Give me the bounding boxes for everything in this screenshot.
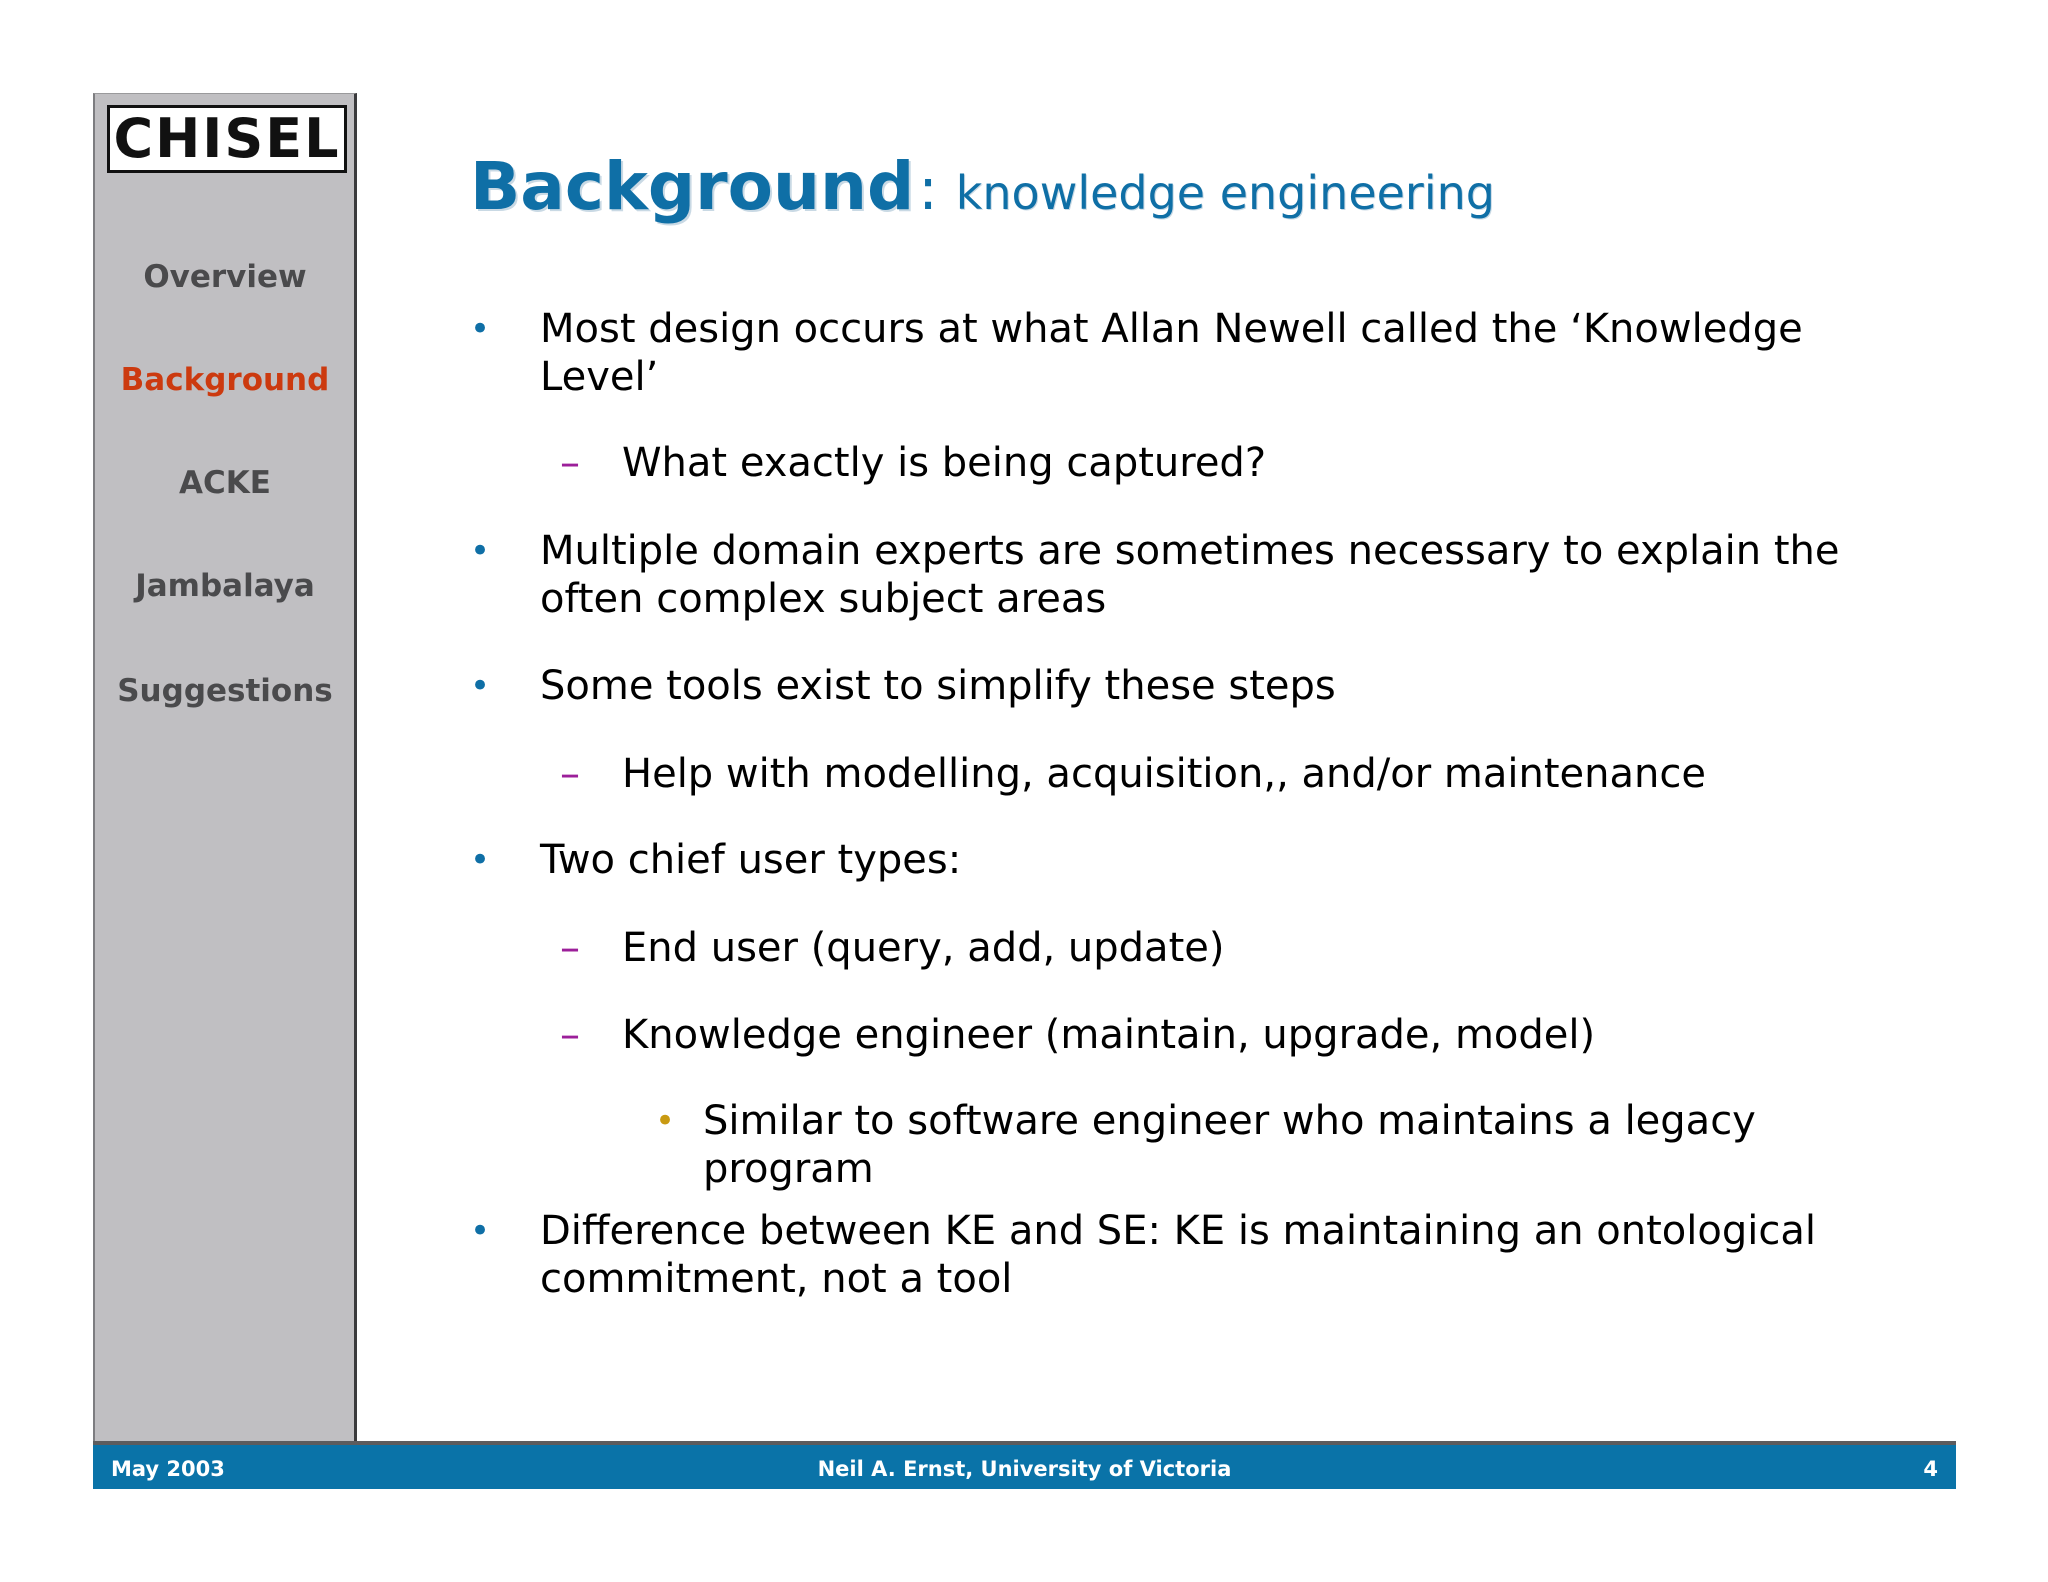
logo-text: CHISEL [113,107,341,170]
dash-marker: – [560,751,580,797]
gold-bullet-dot: • [655,1101,676,1141]
bullet-text-line1: Most design occurs at what Allan Newell called the ‘Knowledge [540,306,1803,352]
bullet-text-line2: commitment, not a tool [540,1256,1013,1302]
bullet-text-line2: often complex subject areas [540,576,1107,622]
footer-date: May 2003 [111,1457,225,1481]
nav-item-suggestions[interactable]: Suggestions [117,673,333,709]
footer-page-number: 4 [1923,1457,1938,1481]
subsubbullet-text-line1: Similar to software engineer who maintains a legacy [703,1098,1756,1144]
sidebar [93,93,357,1444]
slide-title [470,148,1495,225]
subsubbullet-text-line2: program [703,1146,874,1192]
dash-marker: – [560,1012,580,1058]
footer-author: Neil A. Ernst, University of Victoria [817,1457,1232,1481]
subbullet-text: Knowledge engineer (maintain, upgrade, model) [622,1012,1596,1058]
title-separator: : [918,155,938,223]
chisel-logo [107,105,347,173]
bullet-dot: • [470,666,491,706]
dash-marker: – [560,925,580,971]
dash-marker: – [560,440,580,486]
nav-item-background[interactable]: Background [120,362,330,398]
subbullet-text: Help with modelling, acquisition,, and/or maintenance [622,751,1706,797]
nav-item-jambalaya[interactable]: Jambalaya [135,568,315,604]
subbullet-text: End user (query, add, update) [622,925,1225,971]
subbullet-text: What exactly is being captured? [622,440,1267,486]
bullet-text: Some tools exist to simplify these steps [540,663,1336,709]
bullet-dot: • [470,1211,491,1251]
bullet-text-line2: Level’ [540,354,659,400]
nav-item-acke[interactable]: ACKE [179,465,271,501]
title-main: Background [470,148,915,225]
bullet-dot: • [470,531,491,571]
bullet-text-line1: Difference between KE and SE: KE is maintaining an ontological [540,1208,1816,1254]
bullet-text: Two chief user types: [540,837,962,883]
footer-bar [93,1441,1956,1489]
bullet-dot: • [470,840,491,880]
bullet-text-line1: Multiple domain experts are sometimes necessary to explain the [540,528,1840,574]
nav-item-overview[interactable]: Overview [143,259,307,295]
bullet-dot: • [470,309,491,349]
title-subtitle: knowledge engineering [955,166,1495,220]
